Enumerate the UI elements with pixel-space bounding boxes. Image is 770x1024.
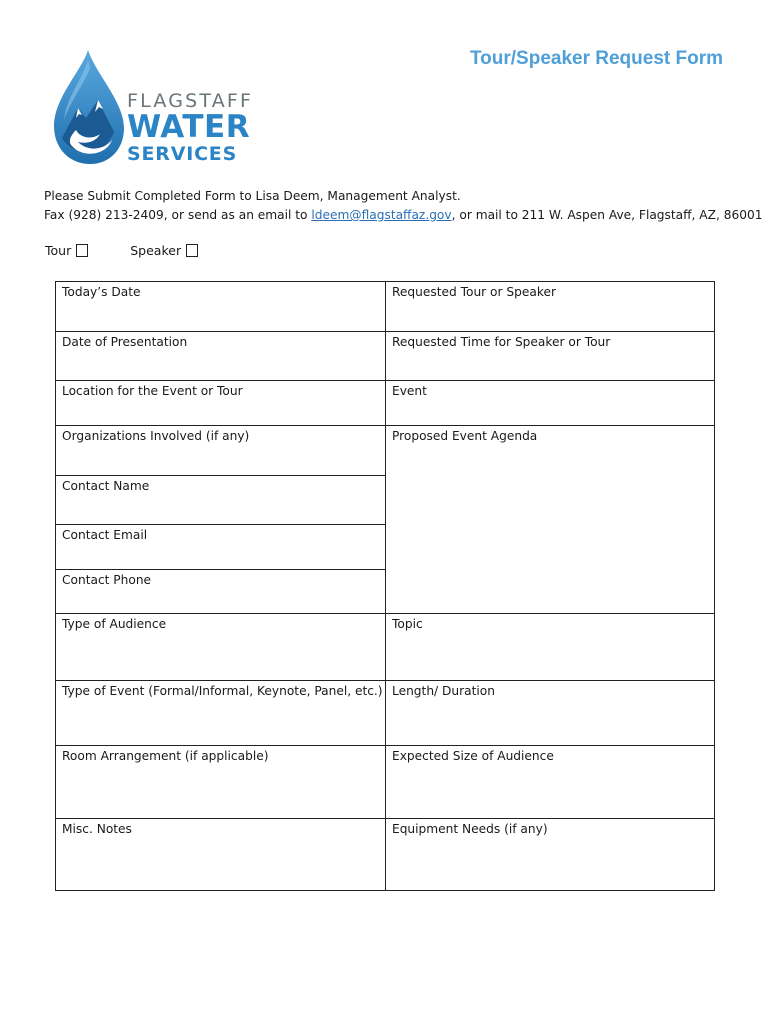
tour-option[interactable] bbox=[45, 243, 88, 258]
requested-tour-or-speaker-field[interactable] bbox=[386, 282, 715, 332]
tour-label: Tour bbox=[45, 243, 72, 258]
organizations-label: Organizations Involved (if any) bbox=[62, 429, 250, 443]
logo-wordmark bbox=[127, 90, 253, 165]
misc-notes-field[interactable] bbox=[56, 819, 386, 890]
event-label: Event bbox=[392, 384, 427, 398]
flagstaff-water-services-logo bbox=[48, 46, 254, 168]
requested-time-field[interactable] bbox=[386, 332, 715, 381]
date-of-presentation-field[interactable] bbox=[56, 332, 386, 381]
speaker-option[interactable] bbox=[130, 243, 198, 258]
speaker-checkbox[interactable] bbox=[186, 244, 198, 257]
proposed-agenda-label: Proposed Event Agenda bbox=[392, 429, 538, 443]
type-of-event-label: Type of Event (Formal/Informal, Keynote, Panel, etc.) bbox=[62, 684, 383, 698]
equipment-needs-field[interactable] bbox=[386, 819, 715, 890]
contact-email-field[interactable] bbox=[56, 525, 386, 570]
instructions-fax-text: Fax (928) 213-2409, or send as an email to bbox=[44, 208, 312, 222]
event-field[interactable] bbox=[386, 381, 715, 426]
room-arrangement-field[interactable] bbox=[56, 746, 386, 819]
requested-tour-or-speaker-label: Requested Tour or Speaker bbox=[392, 285, 556, 299]
todays-date-field[interactable] bbox=[56, 282, 386, 332]
logo-water-text: WATER bbox=[127, 109, 251, 145]
type-of-event-field[interactable] bbox=[56, 681, 386, 746]
type-of-audience-label: Type of Audience bbox=[62, 617, 167, 631]
date-of-presentation-label: Date of Presentation bbox=[62, 335, 188, 349]
type-of-audience-field[interactable] bbox=[56, 614, 386, 681]
topic-label: Topic bbox=[392, 617, 423, 631]
contact-name-label: Contact Name bbox=[62, 479, 150, 493]
tour-checkbox[interactable] bbox=[76, 244, 88, 257]
todays-date-label: Today’s Date bbox=[62, 285, 141, 299]
request-form-table bbox=[55, 281, 715, 891]
expected-size-label: Expected Size of Audience bbox=[392, 749, 554, 763]
proposed-agenda-field[interactable] bbox=[386, 426, 715, 614]
contact-email-label: Contact Email bbox=[62, 528, 148, 542]
topic-field[interactable] bbox=[386, 614, 715, 681]
equipment-needs-label: Equipment Needs (if any) bbox=[392, 822, 548, 836]
email-link[interactable]: ldeem@flagstaffaz.gov bbox=[311, 208, 452, 222]
requested-time-label: Requested Time for Speaker or Tour bbox=[392, 335, 611, 349]
instructions-line-2 bbox=[44, 206, 763, 225]
water-drop-icon bbox=[48, 46, 128, 168]
contact-phone-label: Contact Phone bbox=[62, 573, 152, 587]
expected-size-field[interactable] bbox=[386, 746, 715, 819]
organizations-field[interactable] bbox=[56, 426, 386, 476]
room-arrangement-label: Room Arrangement (if applicable) bbox=[62, 749, 269, 763]
page-title: Tour/Speaker Request Form bbox=[469, 48, 723, 69]
instructions-mail-text: , or mail to 211 W. Aspen Ave, Flagstaff, AZ, 86001 bbox=[451, 208, 763, 222]
logo-flagstaff-text: FLAGSTAFF bbox=[127, 90, 254, 112]
logo-services-text: SERVICES bbox=[127, 143, 238, 165]
submission-instructions bbox=[44, 187, 763, 225]
instructions-line-1: Please Submit Completed Form to Lisa Deem, Management Analyst. bbox=[44, 189, 461, 203]
misc-notes-label: Misc. Notes bbox=[62, 822, 132, 836]
contact-phone-field[interactable] bbox=[56, 570, 386, 614]
speaker-label: Speaker bbox=[130, 243, 182, 258]
length-duration-field[interactable] bbox=[386, 681, 715, 746]
request-type-options bbox=[45, 243, 198, 258]
contact-name-field[interactable] bbox=[56, 476, 386, 525]
location-label: Location for the Event or Tour bbox=[62, 384, 243, 398]
location-field[interactable] bbox=[56, 381, 386, 426]
length-duration-label: Length/ Duration bbox=[392, 684, 495, 698]
